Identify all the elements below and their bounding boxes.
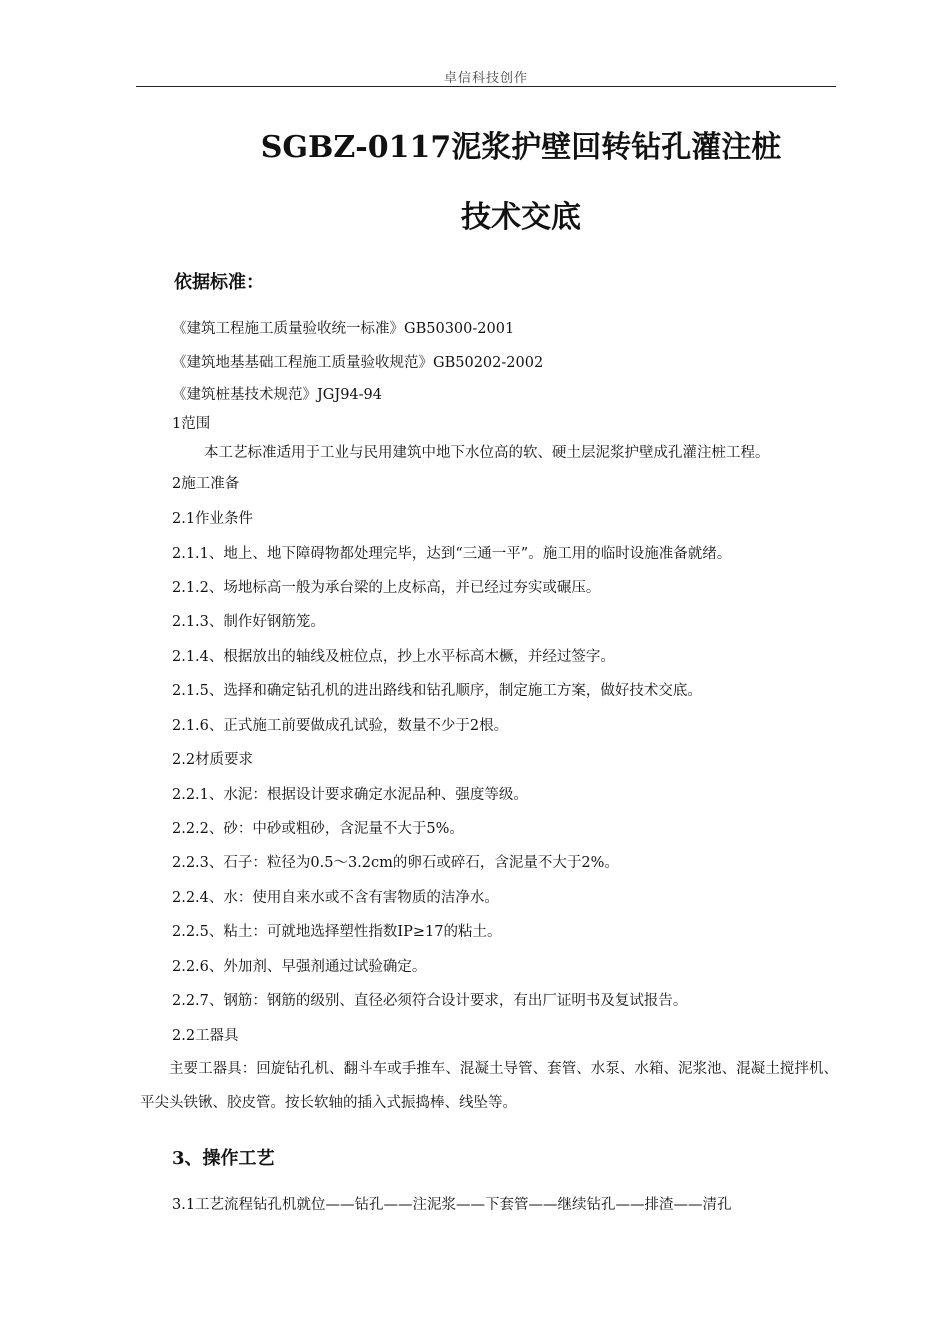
scope-text: 本工艺标准适用于工业与民用建筑中地下水位高的软、硬土层泥浆护壁成孔灌注桩工程。 [204, 445, 770, 461]
section-heading-operation: 3、操作工艺 [172, 1148, 275, 1169]
condition-item: 2.1.2、场地标高一般为承台梁的上皮标高，并已经过夯实或碾压。 [172, 580, 601, 596]
condition-item: 2.1.1、地上、地下障碍物都处理完毕，达到“三通一平”。施工用的临时设施准备就绪。 [172, 546, 732, 562]
material-item: 2.2.6、外加剂、早强剂通过试验确定。 [172, 959, 427, 975]
subsection-title-tools: 2.2工器具 [172, 1028, 239, 1044]
section-title-scope: 1范围 [172, 416, 211, 432]
material-item: 2.2.7、钢筋：钢筋的级别、直径必须符合设计要求，有出厂证明书及复试报告。 [172, 993, 688, 1009]
process-flow-text: 3.1工艺流程钻孔机就位——钻孔——注泥浆——下套管——继续钻孔——排渣——清孔 [172, 1197, 732, 1213]
material-item: 2.2.4、水：使用自来水或不含有害物质的洁净水。 [172, 890, 499, 906]
subsection-title-materials: 2.2材质要求 [172, 752, 254, 768]
material-item: 2.2.3、石子：粒径为0.5～3.2cm的卵石或碎石，含泥量不大于2%。 [172, 855, 619, 871]
document-title: SGBZ-0117泥浆护壁回转钻孔灌注桩 [260, 130, 782, 165]
page-header: 卓信科技创作 [443, 71, 528, 86]
material-item: 2.2.2、砂：中砂或粗砂，含泥量不大于5%。 [172, 821, 464, 837]
material-item: 2.2.1、水泥：根据设计要求确定水泥品种、强度等级。 [172, 787, 528, 803]
basis-heading: 依据标准： [174, 272, 264, 293]
material-item: 2.2.5、粘土：可就地选择塑性指数IP≥17的粘土。 [172, 924, 502, 940]
condition-item: 2.1.3、制作好钢筋笼。 [172, 614, 325, 630]
basis-item: 《建筑工程施工质量验收统一标准》GB50300-2001 [172, 321, 515, 337]
basis-item: 《建筑桩基技术规范》JGJ94-94 [172, 387, 383, 403]
basis-item: 《建筑地基基础工程施工质量验收规范》GB50202-2002 [172, 355, 544, 371]
condition-item: 2.1.6、正式施工前要做成孔试验，数量不少于2根。 [172, 718, 509, 734]
tools-text: 主要工器具：回旋钻孔机、翻斗车或手推车、混凝土导管、套管、水泵、水箱、泥浆池、混凝土搅拌机、平尖头铁锹、胶皮管。按长软轴的插入式振捣棒、线坠等。 [140, 1061, 838, 1111]
condition-item: 2.1.5、选择和确定钻孔机的进出路线和钻孔顺序，制定施工方案，做好技术交底。 [172, 683, 702, 699]
section-title-preparation: 2施工准备 [172, 476, 240, 492]
document-subtitle: 技术交底 [461, 200, 581, 235]
subsection-title-conditions: 2.1作业条件 [172, 511, 254, 527]
condition-item: 2.1.4、根据放出的轴线及桩位点，抄上水平标高木橛，并经过签字。 [172, 649, 615, 665]
header-rule [136, 86, 836, 87]
